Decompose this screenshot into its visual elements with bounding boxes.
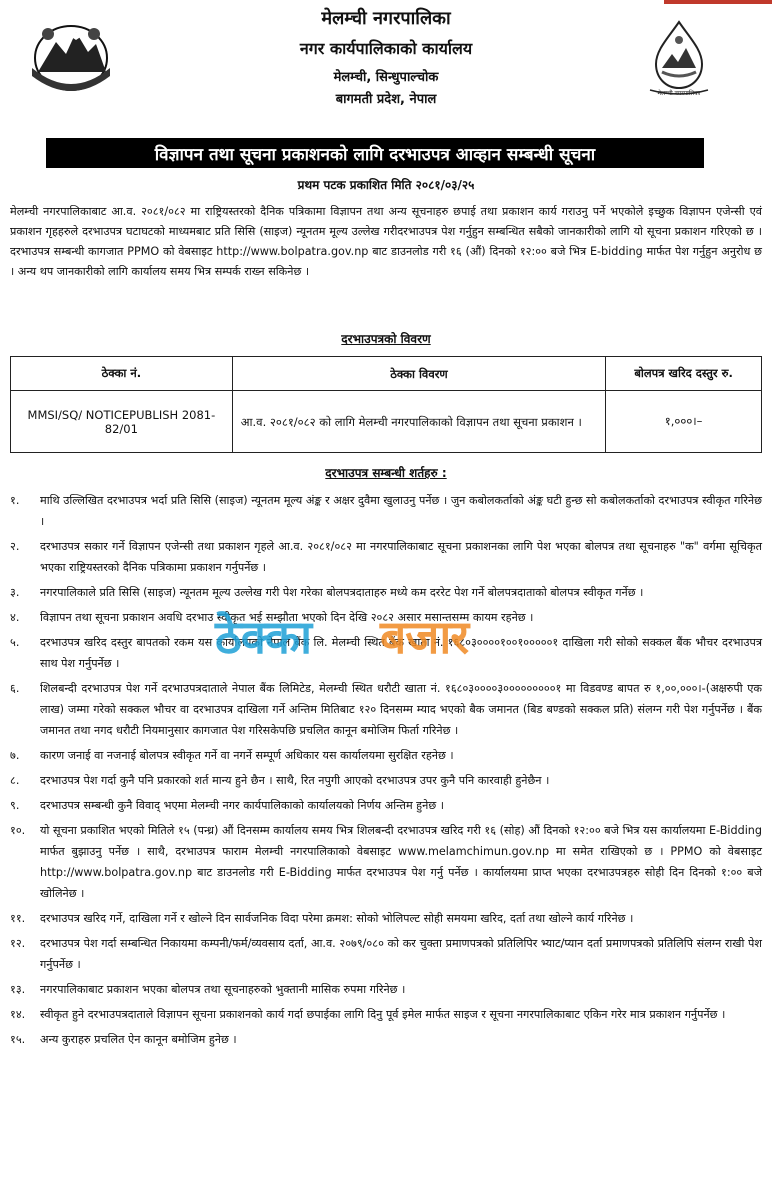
term-text: कारण जनाई वा नजनाई बोलपत्र स्वीकृत गर्ने वा नगर्ने सम्पूर्ण अधिकार यस कार्यालयमा सुरक्षित रहनेछ । [40,749,454,762]
intro-paragraph: मेलम्ची नगरपालिकाबाट आ.व. २०८१/०८२ मा राष्ट्रियस्तरको दैनिक पत्रिकामा विज्ञापन तथा अन्य सूचनाहरु छपाई तथा प्रकाशन कार्य गराउनु पर्ने भएकोले इच्छुक विज्ञापन एजेन्सी एवं प्रकाशन गृहहरुले दरभाउपत्र घटाघटको माध्यमबाट प्रति सिसि (साइज) न्यूनतम मूल्य उल्लेख गरीदरभाउपत्र पेश गर्नुहुन सम्बन्धित सबैको जानकारीको लागि यो सूचना प्रकाशन गरिएको छ । दरभाउपत्र सम्बन्धी कागजात PPMO को वेबसाइट http://www.bolpatra.gov.np बाट डाउनलोड गरी १६ (औं) दिनको १२:०० बजे भित्र E-bidding मार्फत पेश गर्नुहुन अनुरोध छ । अन्य थप जानकारीको लागि कार्यालय समय भित्र सम्पर्क राख्न सकिनेछ । [10,205,762,278]
term-number: १२. [10,937,26,950]
term-text: दरभाउपत्र खरिद गर्ने, दाखिला गर्ने र खोल्ने दिन सार्वजनिक विदा परेमा क्रमश: सोको भोलिपल्ट सोही समयमा खरिद, दर्ता तथा खोल्ने कार्य गरिनेछ । [40,912,634,925]
cell-tender-id: MMSI/SQ/ NOTICEPUBLISH 2081-82/01 [11,391,233,453]
notice-header [10,6,762,134]
term-text: माथि उल्लिखित दरभाउपत्र भर्दा प्रति सिसि (साइज) न्यूनतम मूल्य अंङ्क र अक्षर दुवैमा खुलाउनु पर्नेछ । जुन कबोलकर्ताको अंङ्क घटी हुन्छ सो कबोलकर्ताको दरभाउपत्र स्वीकृत गरिनेछ । [40,494,762,528]
list-item [10,607,762,628]
watermark-part2: बजार [380,610,469,664]
term-text: दरभाउपत्र पेश गर्दा कुनै पनि प्रकारको शर्त मान्य हुने छैन । साथै, रित नपुगी आएको दरभाउपत्र उपर कुनै पनि कारवाही हुनेछैन । [40,774,550,787]
term-number: ८. [10,774,20,787]
logo-caption: मेलम्ची नगरपालिका [657,90,701,96]
term-text: यो सूचना प्रकाशित भएको मितिले १५ (पन्ध्र) औं दिनसम्म कार्यालय समय भित्र शिलबन्दी दरभाउपत्र खरिद गरी १६ (सोह) औं दिनको १२:०० बजे भित्र यस कार्यालयमा E-Bidding मार्फत बुझाउनु पर्नेछ । साथै, दरभाउपत्र फाराम मेलम्ची नगरपालिकाको वेबसाइट www.melamchimun.gov.np मा समेत राखिएको छ । PPMO को वेबसाइट http://www.bolpatra.gov.np बाट डाउनलोड गरी E-Bidding मार्फत दरभाउपत्र पेश गर्नु पर्नेछ । कार्यालयमा प्राप्त भएका दरभाउपत्रहरु सोही दिन दिनको १:०० बजे खोलिनेछ । [40,824,762,900]
term-number: ३. [10,586,20,599]
terms-section-title-text: दरभाउपत्र सम्बन्धी शर्तहरु : [325,466,447,480]
list-item [10,582,762,603]
term-text: नगरपालिकाले प्रति सिसि (साइज) न्यूनतम मूल्य उल्लेख गरी पेश गरेका बोलपत्रदाताहरु मध्ये कम दररेट पेश गर्ने बोलपत्रदाताको बोलपत्र स्वीकृत गर्नेछ । [40,586,644,599]
term-text: नगरपालिकाबाट प्रकाशन भएका बोलपत्र तथा सूचनाहरुको भुक्तानी मासिक रुपमा गरिनेछ । [40,983,406,996]
watermark-part1: ठेक्का [215,610,312,664]
list-item [10,1029,762,1050]
col-header-description: ठेक्का विवरण [232,357,605,391]
list-item [10,933,762,975]
tender-section-title-text: दरभाउपत्रको विवरण [341,332,431,346]
term-number: १४. [10,1008,26,1021]
terms-section-title [0,464,772,481]
table-header-row [11,357,762,391]
table-row [11,391,762,453]
term-number: ९. [10,799,20,812]
term-number: १५. [10,1033,26,1046]
term-number: ५. [10,636,20,649]
cell-tender-description: आ.व. २०८१/०८२ को लागि मेलम्ची नगरपालिकाको विज्ञापन तथा सूचना प्रकाशन । [232,391,605,453]
list-item [10,908,762,929]
list-item [10,979,762,1000]
cell-tender-fee: १,०००।– [606,391,762,453]
term-number: १०. [10,824,26,837]
term-number: ७. [10,749,20,762]
list-item [10,490,762,532]
term-number: ६. [10,682,20,695]
term-text: दरभाउपत्र खरिद दस्तुर बापतको रकम यस कार्यालयको नेपाल बैंक लि. मेलम्ची स्थित बैंक खाता नं. १६८०३००००१००१०००००१ दाखिला गरी सोको सक्कल बैंक भौचर दरभाउपत्र साथ पेश गर्नुपर्नेछ । [40,636,762,670]
term-number: ४. [10,611,20,624]
municipality-name: मेलम्ची नगरपालिका [321,8,451,29]
melamchi-logo-icon [640,18,718,96]
list-item [10,770,762,791]
terms-list [10,490,762,1054]
list-item [10,632,762,674]
office-name: नगर कार्यपालिकाको कार्यालय [299,39,473,58]
col-header-fee: बोलपत्र खरिद दस्तुर रु. [606,357,762,391]
term-number: १. [10,494,20,507]
notice-banner: विज्ञापन तथा सूचना प्रकाशनको लागि दरभाउपत्र आव्हान सम्बन्धी सूचना [46,138,704,168]
term-text: विज्ञापन तथा सूचना प्रकाशन अवधि दरभाउ स्वीकृत भई सम्झौता भएको दिन देखि २०८२ असार मसान्तसम्म कायम रहनेछ । [40,611,534,624]
term-number: ११. [10,912,26,925]
list-item [10,795,762,816]
term-text: दरभाउपत्र पेश गर्दा सम्बन्धित निकायमा कम्पनी/फर्म/व्यवसाय दर्ता, आ.व. २०७९/०८० को कर चुक्ता प्रमाणपत्रको प्रतिलिपिर भ्याट/प्यान दर्ता प्रमाणपत्रको प्रतिलिपि संलग्न राखी पेश गर्नुपर्नेछ । [40,937,762,971]
list-item [10,820,762,904]
term-text: अन्य कुराहरु प्रचलित ऐन कानून बमोजिम हुनेछ । [40,1033,237,1046]
office-address: मेलम्ची, सिन्धुपाल्चोक [333,70,439,85]
list-item [10,1004,762,1025]
col-header-id: ठेक्का नं. [11,357,233,391]
publish-date: प्रथम पटक प्रकाशित मिति २०८१/०३/२५ [297,178,475,192]
list-item [10,745,762,766]
list-item [10,678,762,741]
list-item [10,536,762,578]
term-text: दरभाउपत्र सम्बन्धी कुनै विवाद् भएमा मेलम्ची नगर कार्यपालिकाको कार्यालयको निर्णय अन्तिम हुनेछ । [40,799,444,812]
term-text: दरभाउपत्र सकार गर्ने विज्ञापन एजेन्सी तथा प्रकाशन गृहले आ.व. २०८१/०८२ मा नगरपालिकाबाट सूचना प्रकाशनका लागि पेश भएका बोलपत्र तथा सूचनाहरु "क" वर्गमा सूचिकृत भएका राष्ट्रियस्तरको दैनिक पत्रिकामा प्रकाशन गर्नुपर्नेछ । [40,540,762,574]
office-province: बागमती प्रदेश, नेपाल [335,92,437,107]
tender-table [10,356,762,453]
tender-section-title [0,330,772,347]
top-corner-mark [664,0,772,4]
term-text: शिलबन्दी दरभाउपत्र पेश गर्ने दरभाउपत्रदाताले नेपाल बैंक लिमिटेड, मेलम्ची स्थित धरौटी खाता नं. १६८०३००००३०००००००००१ मा विडवण्ड बापत रु १,००,०००।-(अक्षरुपी एक लाख) जम्मा गरेको सक्कल भौचर वा दरभाउपत्र दाखिला गर्ने अन्तिम मितिबाट १२० दिनसम्म म्याद भएको बैक जमानत (बिड बण्डको सक्कल प्रति) संलग्न गरी पेश गर्नुपर्नेछ । बैंक जमानत तथा नगद धरौटी नियमानुसार कागजात पेश गरिसकेपछि प्रचलित कानून बमोजिम फिर्ता गरिनेछ । [40,682,762,737]
term-text: स्वीकृत हुने दरभाउपत्रदाताले विज्ञापन सूचना प्रकाशनको कार्य गर्दा छपाईका लागि दिनु पूर्व इमेल मार्फत साइज र सूचना नगरपालिकाबाट एकिन गरेर मात्र प्रकाशन गर्नुपर्नेछ । [40,1008,726,1021]
term-number: १३. [10,983,26,996]
term-number: २. [10,540,20,553]
